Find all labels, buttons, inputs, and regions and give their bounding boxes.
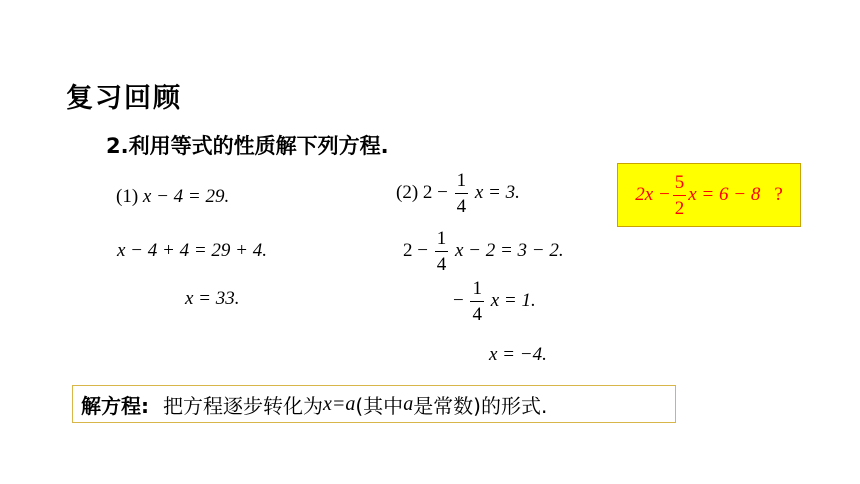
definition-text-b: (其中 [355,393,404,418]
fraction [673,173,687,218]
eq1-expression: x − 4 = 29. [142,186,230,207]
definition-box [72,385,676,423]
highlight-callout [617,163,801,227]
eq2-line1-post: x = 3. [474,181,520,203]
eq2-line4: x = −4. [489,344,547,365]
fraction-denominator: 4 [456,196,467,217]
fraction-denominator: 4 [472,304,482,325]
eq1-label: (1) [116,186,139,207]
fraction-denominator: 4 [436,254,447,275]
eq1-line1 [116,186,229,208]
fraction-denominator: 2 [674,197,685,219]
definition-text-c: 是常数)的形式. [413,393,548,418]
eq2-line1 [396,171,520,216]
eq2-line3-post: x = 1. [490,289,536,311]
definition-var: a [403,392,414,415]
fraction-numerator: 1 [435,229,449,252]
problem-heading: 2.利用等式的性质解下列方程. [106,134,389,158]
fraction-numerator: 1 [455,171,469,194]
eq2-line3 [453,279,536,324]
eq2-label: (2) [396,181,419,203]
eq2-line2-post: x − 2 = 3 − 2. [454,239,564,261]
eq1-line2: x − 4 + 4 = 29 + 4. [117,240,267,261]
fraction-numerator: 1 [470,279,484,302]
eq2-line3-pre: − [453,289,464,311]
callout-post: x = 6 − 8 [688,184,761,205]
eq2-line2 [403,229,564,274]
fraction-numerator: 5 [673,173,687,196]
definition-text-a: 把方程逐步转化为 [163,393,323,418]
definition-expr: x=a [323,392,356,415]
eq1-line3: x = 33. [185,288,240,309]
fraction [435,229,449,274]
callout-pre: 2x − [635,184,671,205]
eq2-line1-pre: 2 − [422,181,448,203]
question-mark: ? [774,184,783,205]
definition-label: 解方程: [81,393,149,418]
section-title: 复习回顾 [66,83,182,114]
eq2-line2-pre: 2 − [403,239,428,261]
fraction [455,171,469,216]
fraction [470,279,484,324]
